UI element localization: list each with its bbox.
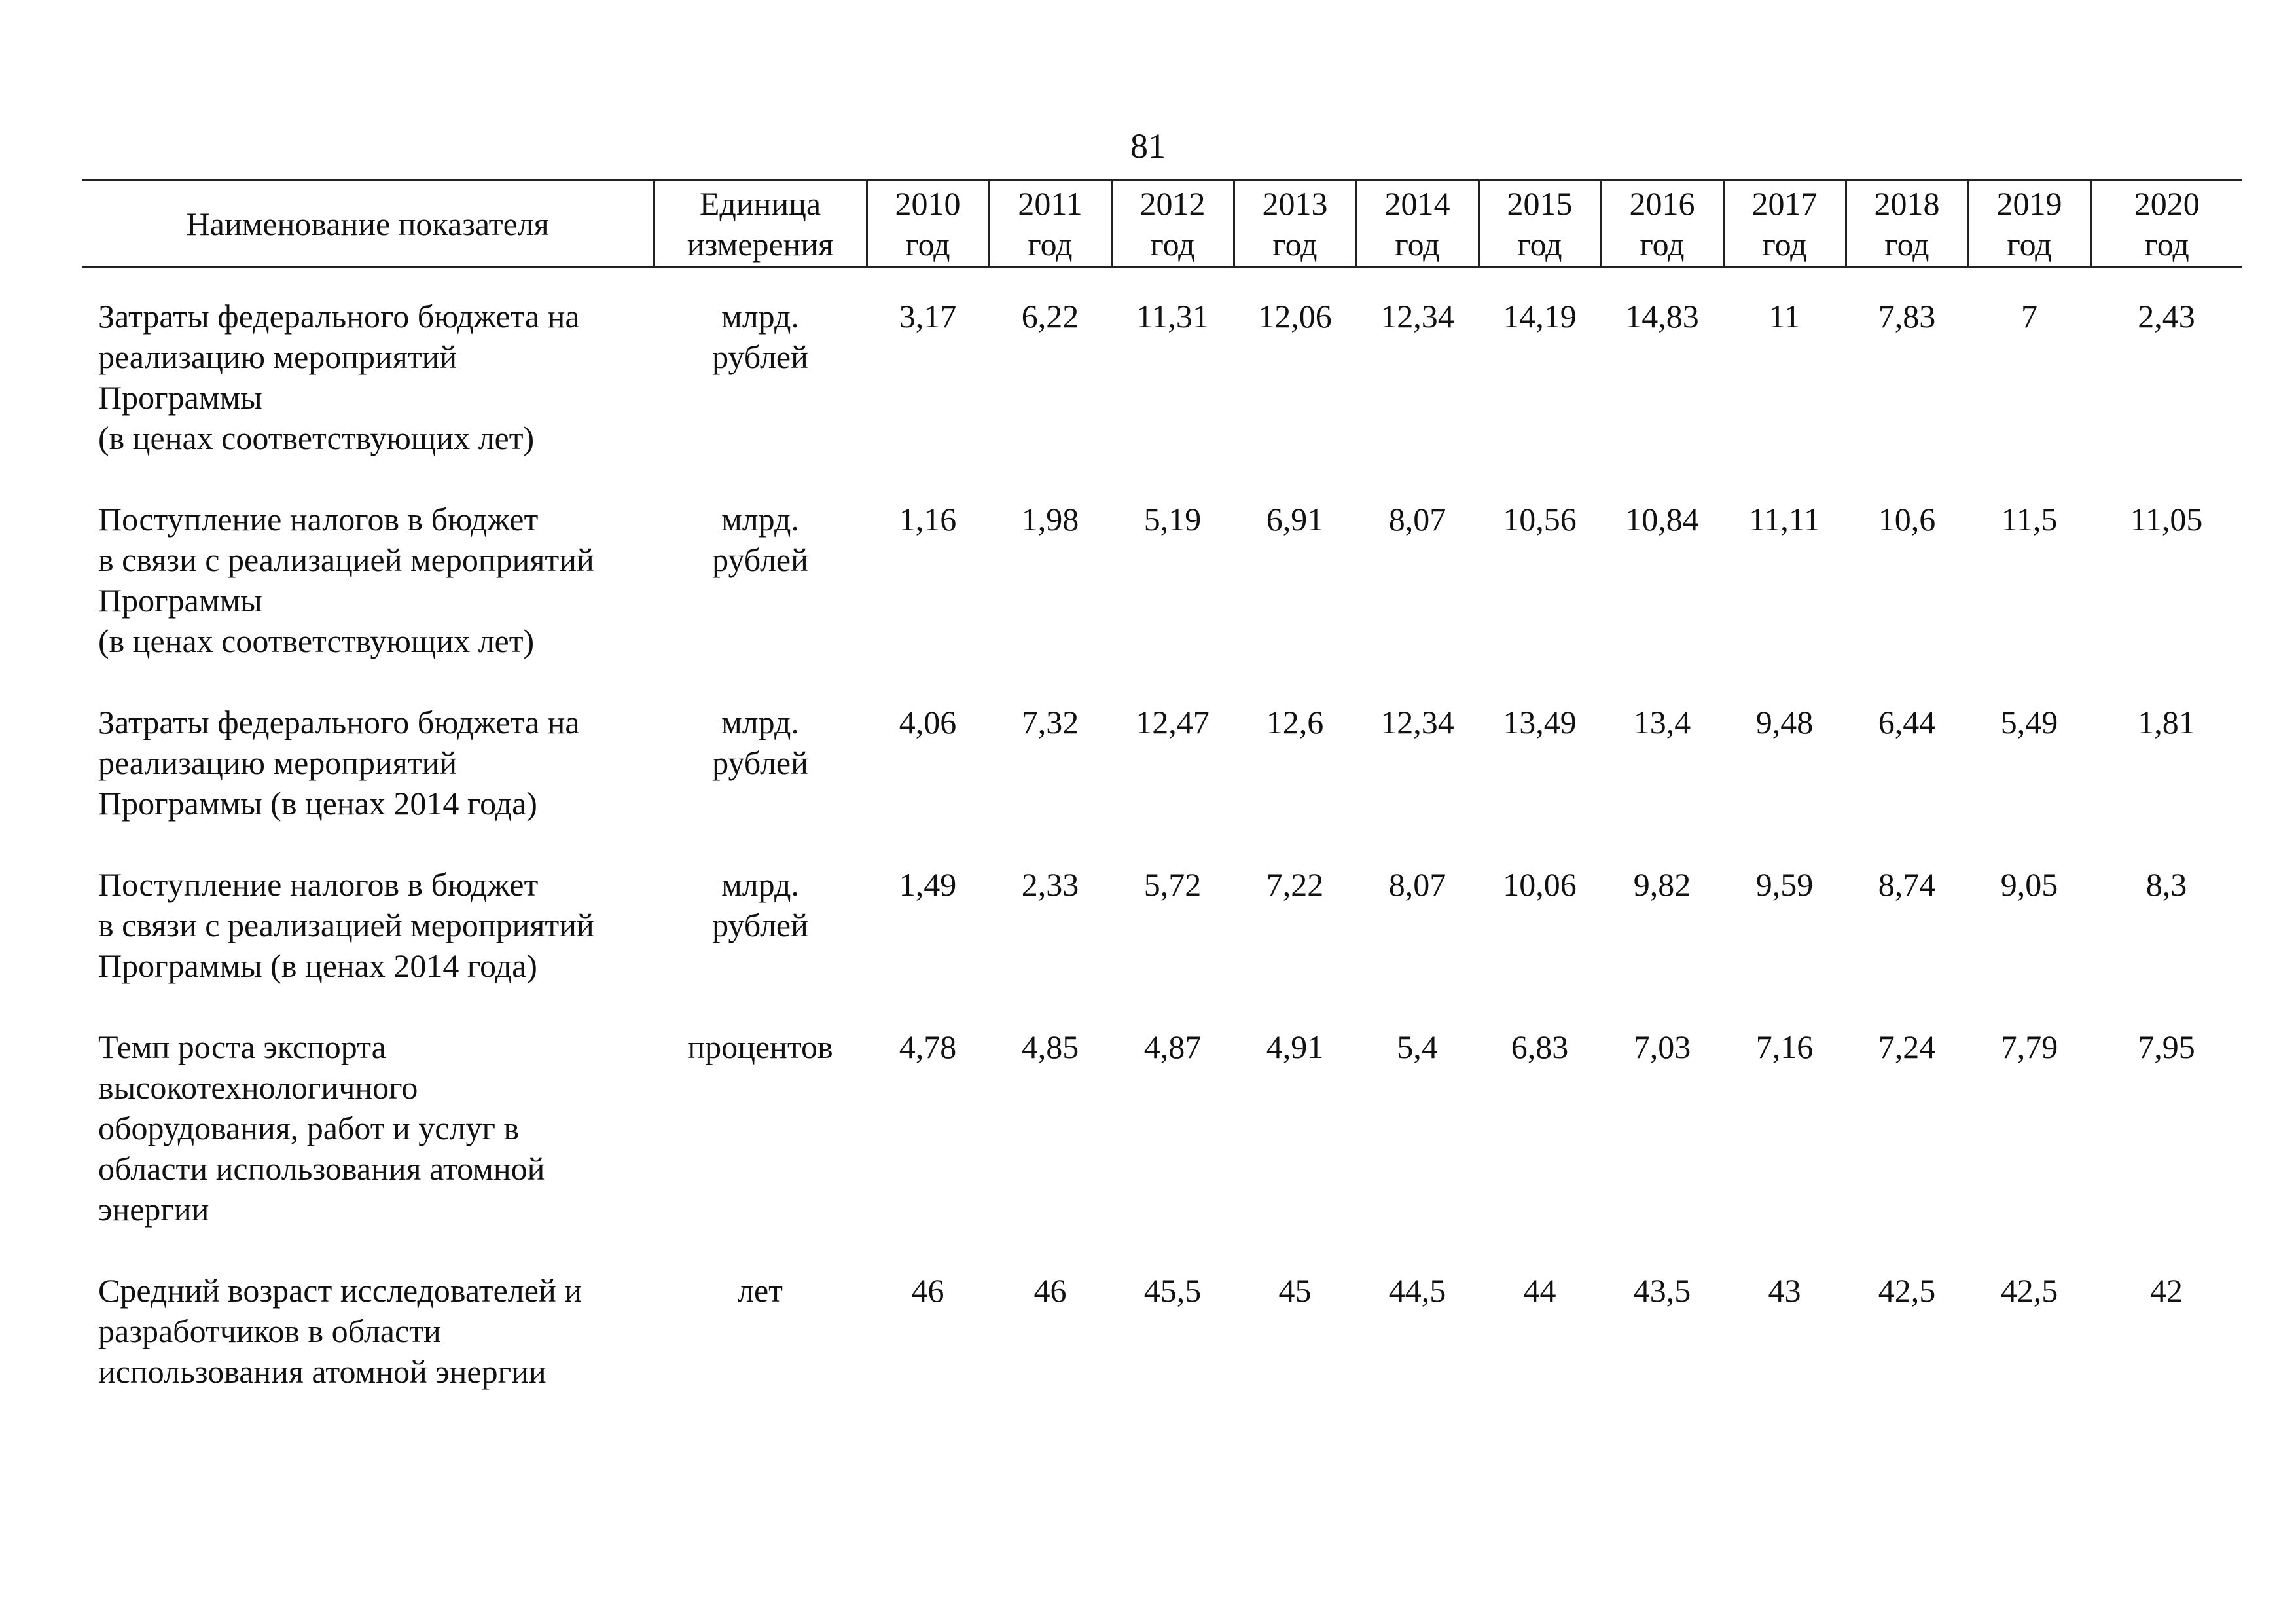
header-year-suffix: год <box>1762 226 1807 263</box>
table-row <box>82 1270 2242 1392</box>
value-cell: 4,87 <box>1143 1029 1202 1065</box>
value-cell: 4,06 <box>899 704 957 740</box>
value-cell: 11,31 <box>1136 298 1209 335</box>
value-cell: 13,49 <box>1503 704 1577 740</box>
value-cell: 8,07 <box>1388 866 1446 903</box>
header-year-suffix: год <box>1150 226 1195 263</box>
value-cell: 5,19 <box>1143 501 1202 538</box>
table-body <box>82 268 2242 1393</box>
header-unit-line: Единица <box>699 185 821 222</box>
value-cell: 45,5 <box>1143 1272 1202 1309</box>
value-cell: 7,24 <box>1878 1029 1936 1065</box>
indicator-name-line: высокотехнологичного <box>98 1069 418 1106</box>
indicator-unit <box>654 268 867 459</box>
header-year <box>1479 181 1601 268</box>
indicator-name-line: реализацию мероприятий <box>98 338 457 375</box>
indicator-name-line: (в ценах соответствующих лет) <box>98 623 535 659</box>
value-cell: 5,4 <box>1397 1029 1438 1065</box>
indicator-name <box>82 268 654 459</box>
row-gap <box>82 661 2242 702</box>
value-cell: 42 <box>2150 1272 2183 1309</box>
header-year <box>1968 181 2090 268</box>
table-row <box>82 702 2242 824</box>
value-cell: 11,5 <box>2001 501 2058 538</box>
value-cell: 1,49 <box>899 866 957 903</box>
value-cell: 13,4 <box>1633 704 1691 740</box>
header-year-suffix: год <box>1272 226 1318 263</box>
indicator-name <box>82 499 654 661</box>
indicator-name-line: использования атомной энергии <box>98 1353 547 1390</box>
indicator-unit-line: рублей <box>712 338 808 375</box>
indicator-unit <box>654 499 867 661</box>
indicator-name-line: Программы (в ценах 2014 года) <box>98 947 537 984</box>
value-cell: 12,06 <box>1258 298 1332 335</box>
header-year-suffix: год <box>1028 226 1073 263</box>
value-cell: 9,59 <box>1755 866 1814 903</box>
value-cell: 46 <box>1033 1272 1067 1309</box>
row-gap-cell <box>82 824 2242 864</box>
value-cell: 10,84 <box>1625 501 1699 538</box>
value-cell: 6,83 <box>1511 1029 1569 1065</box>
indicator-unit-line: рублей <box>712 907 808 943</box>
header-year-number: 2013 <box>1262 185 1328 222</box>
row-gap <box>82 1230 2242 1270</box>
indicator-name-line: области использования атомной <box>98 1150 545 1187</box>
indicator-name <box>82 702 654 824</box>
value-cell: 43,5 <box>1633 1272 1691 1309</box>
table-row <box>82 864 2242 986</box>
indicator-name-line: Средний возраст исследователей и <box>98 1272 582 1309</box>
header-row <box>82 181 2242 268</box>
indicator-unit <box>654 702 867 824</box>
value-cell: 1,16 <box>899 501 957 538</box>
indicator-name-line: Затраты федерального бюджета на <box>98 298 580 335</box>
value-cell: 44,5 <box>1388 1272 1446 1309</box>
header-unit <box>654 181 867 268</box>
row-gap-cell <box>82 1230 2242 1270</box>
indicators-table <box>82 179 2242 1392</box>
header-year-suffix: год <box>1640 226 1685 263</box>
value-cell: 11,11 <box>1749 501 1820 538</box>
value-cell: 14,19 <box>1503 298 1577 335</box>
indicator-unit-line: млрд. <box>721 704 799 740</box>
value-cell: 1,81 <box>2138 704 2195 740</box>
header-year <box>989 181 1111 268</box>
value-cell: 14,83 <box>1625 298 1699 335</box>
row-gap-cell <box>82 458 2242 499</box>
header-year <box>867 181 989 268</box>
value-cell: 6,44 <box>1878 704 1936 740</box>
value-cell: 5,49 <box>2000 704 2058 740</box>
header-year-suffix: год <box>1884 226 1929 263</box>
value-cell: 7,16 <box>1755 1029 1814 1065</box>
indicator-unit-line: рублей <box>712 541 808 578</box>
indicator-name-line: энергии <box>98 1191 209 1228</box>
value-cell: 45 <box>1278 1272 1312 1309</box>
header-year-number: 2011 <box>1018 185 1083 222</box>
indicator-name <box>82 864 654 986</box>
row-gap <box>82 986 2242 1027</box>
indicator-name-line: Программы <box>98 379 262 416</box>
value-cell: 7,32 <box>1021 704 1079 740</box>
value-cell: 44 <box>1523 1272 1556 1309</box>
indicator-unit-line: млрд. <box>721 866 799 903</box>
value-cell: 3,17 <box>899 298 957 335</box>
indicator-name-line: реализацию мероприятий <box>98 744 457 781</box>
indicator-unit-line: млрд. <box>721 298 799 335</box>
indicator-unit-line: процентов <box>687 1029 833 1065</box>
header-year <box>1601 181 1723 268</box>
value-cell: 6,22 <box>1021 298 1079 335</box>
indicator-name-line: (в ценах соответствующих лет) <box>98 420 535 456</box>
indicator-name-line: Поступление налогов в бюджет <box>98 501 539 538</box>
header-year <box>1111 181 1234 268</box>
value-cell: 12,6 <box>1266 704 1324 740</box>
page-number: 81 <box>1130 126 1166 166</box>
header-year-number: 2020 <box>2134 185 2200 222</box>
header-year-number: 2018 <box>1874 185 1940 222</box>
value-cell: 8,07 <box>1388 501 1446 538</box>
header-year <box>1846 181 1968 268</box>
indicator-name-line: в связи с реализацией мероприятий <box>98 907 594 943</box>
value-cell: 46 <box>911 1272 944 1309</box>
header-year <box>2090 181 2242 268</box>
value-cell: 10,06 <box>1503 866 1577 903</box>
indicator-name-line: Программы (в ценах 2014 года) <box>98 785 537 822</box>
indicator-unit-line: млрд. <box>721 501 799 538</box>
header-year-suffix: год <box>1517 226 1562 263</box>
value-cell: 10,6 <box>1878 501 1936 538</box>
header-indicator-name: Наименование показателя <box>82 181 654 268</box>
indicator-unit <box>654 864 867 986</box>
row-gap <box>82 824 2242 864</box>
indicator-unit-line: лет <box>738 1272 783 1309</box>
row-gap-cell <box>82 986 2242 1027</box>
value-cell: 11,05 <box>2130 501 2203 538</box>
table-row <box>82 268 2242 459</box>
value-cell: 2,43 <box>2138 298 2195 335</box>
indicators-table-container <box>82 179 2242 1392</box>
value-cell: 43 <box>1768 1272 1801 1309</box>
header-year-number: 2014 <box>1384 185 1450 222</box>
indicator-unit <box>654 1027 867 1230</box>
header-year-number: 2012 <box>1139 185 1206 222</box>
header-year-suffix: год <box>2144 226 2189 263</box>
header-year-number: 2015 <box>1507 185 1573 222</box>
value-cell: 9,48 <box>1755 704 1814 740</box>
indicator-name <box>82 1027 654 1230</box>
indicator-name-line: оборудования, работ и услуг в <box>98 1110 520 1146</box>
value-cell: 7 <box>2021 298 2037 335</box>
value-cell: 42,5 <box>2000 1272 2058 1309</box>
header-year-suffix: год <box>2007 226 2052 263</box>
value-cell: 42,5 <box>1878 1272 1936 1309</box>
table-row <box>82 499 2242 661</box>
indicator-name-line: Поступление налогов в бюджет <box>98 866 539 903</box>
value-cell: 2,33 <box>1021 866 1079 903</box>
header-year-suffix: год <box>905 226 950 263</box>
value-cell: 8,74 <box>1878 866 1936 903</box>
value-cell: 11 <box>1768 298 1801 335</box>
header-unit-line: измерения <box>687 226 834 263</box>
value-cell: 7,79 <box>2000 1029 2058 1065</box>
value-cell: 4,78 <box>899 1029 957 1065</box>
value-cell: 7,83 <box>1878 298 1936 335</box>
indicator-name-line: Затраты федерального бюджета на <box>98 704 580 740</box>
value-cell: 4,91 <box>1266 1029 1324 1065</box>
value-cell: 10,56 <box>1503 501 1577 538</box>
value-cell: 6,91 <box>1266 501 1324 538</box>
indicator-name-line: Темп роста экспорта <box>98 1029 386 1065</box>
value-cell: 9,05 <box>2000 866 2058 903</box>
table-row <box>82 1027 2242 1230</box>
header-year-number: 2017 <box>1751 185 1818 222</box>
value-cell: 12,34 <box>1380 704 1454 740</box>
value-cell: 7,95 <box>2138 1029 2195 1065</box>
value-cell: 1,98 <box>1021 501 1079 538</box>
value-cell: 4,85 <box>1021 1029 1079 1065</box>
value-cell: 12,34 <box>1380 298 1454 335</box>
value-cell: 7,03 <box>1633 1029 1691 1065</box>
indicator-name <box>82 1270 654 1392</box>
value-cell: 8,3 <box>2145 866 2187 903</box>
row-gap <box>82 458 2242 499</box>
value-cell: 12,47 <box>1136 704 1210 740</box>
value-cell: 9,82 <box>1633 866 1691 903</box>
header-year-suffix: год <box>1395 226 1440 263</box>
indicator-name-line: в связи с реализацией мероприятий <box>98 541 594 578</box>
indicator-unit <box>654 1270 867 1392</box>
table-header <box>82 181 2242 268</box>
value-cell: 5,72 <box>1143 866 1202 903</box>
indicator-unit-line: рублей <box>712 744 808 781</box>
row-gap-cell <box>82 661 2242 702</box>
indicator-name-line: Программы <box>98 582 262 619</box>
header-year <box>1234 181 1356 268</box>
value-cell: 7,22 <box>1266 866 1324 903</box>
header-year <box>1356 181 1479 268</box>
header-year-number: 2019 <box>1996 185 2062 222</box>
header-year <box>1723 181 1846 268</box>
header-year-number: 2016 <box>1629 185 1695 222</box>
header-year-number: 2010 <box>895 185 961 222</box>
indicator-name-line: разработчиков в области <box>98 1313 441 1349</box>
